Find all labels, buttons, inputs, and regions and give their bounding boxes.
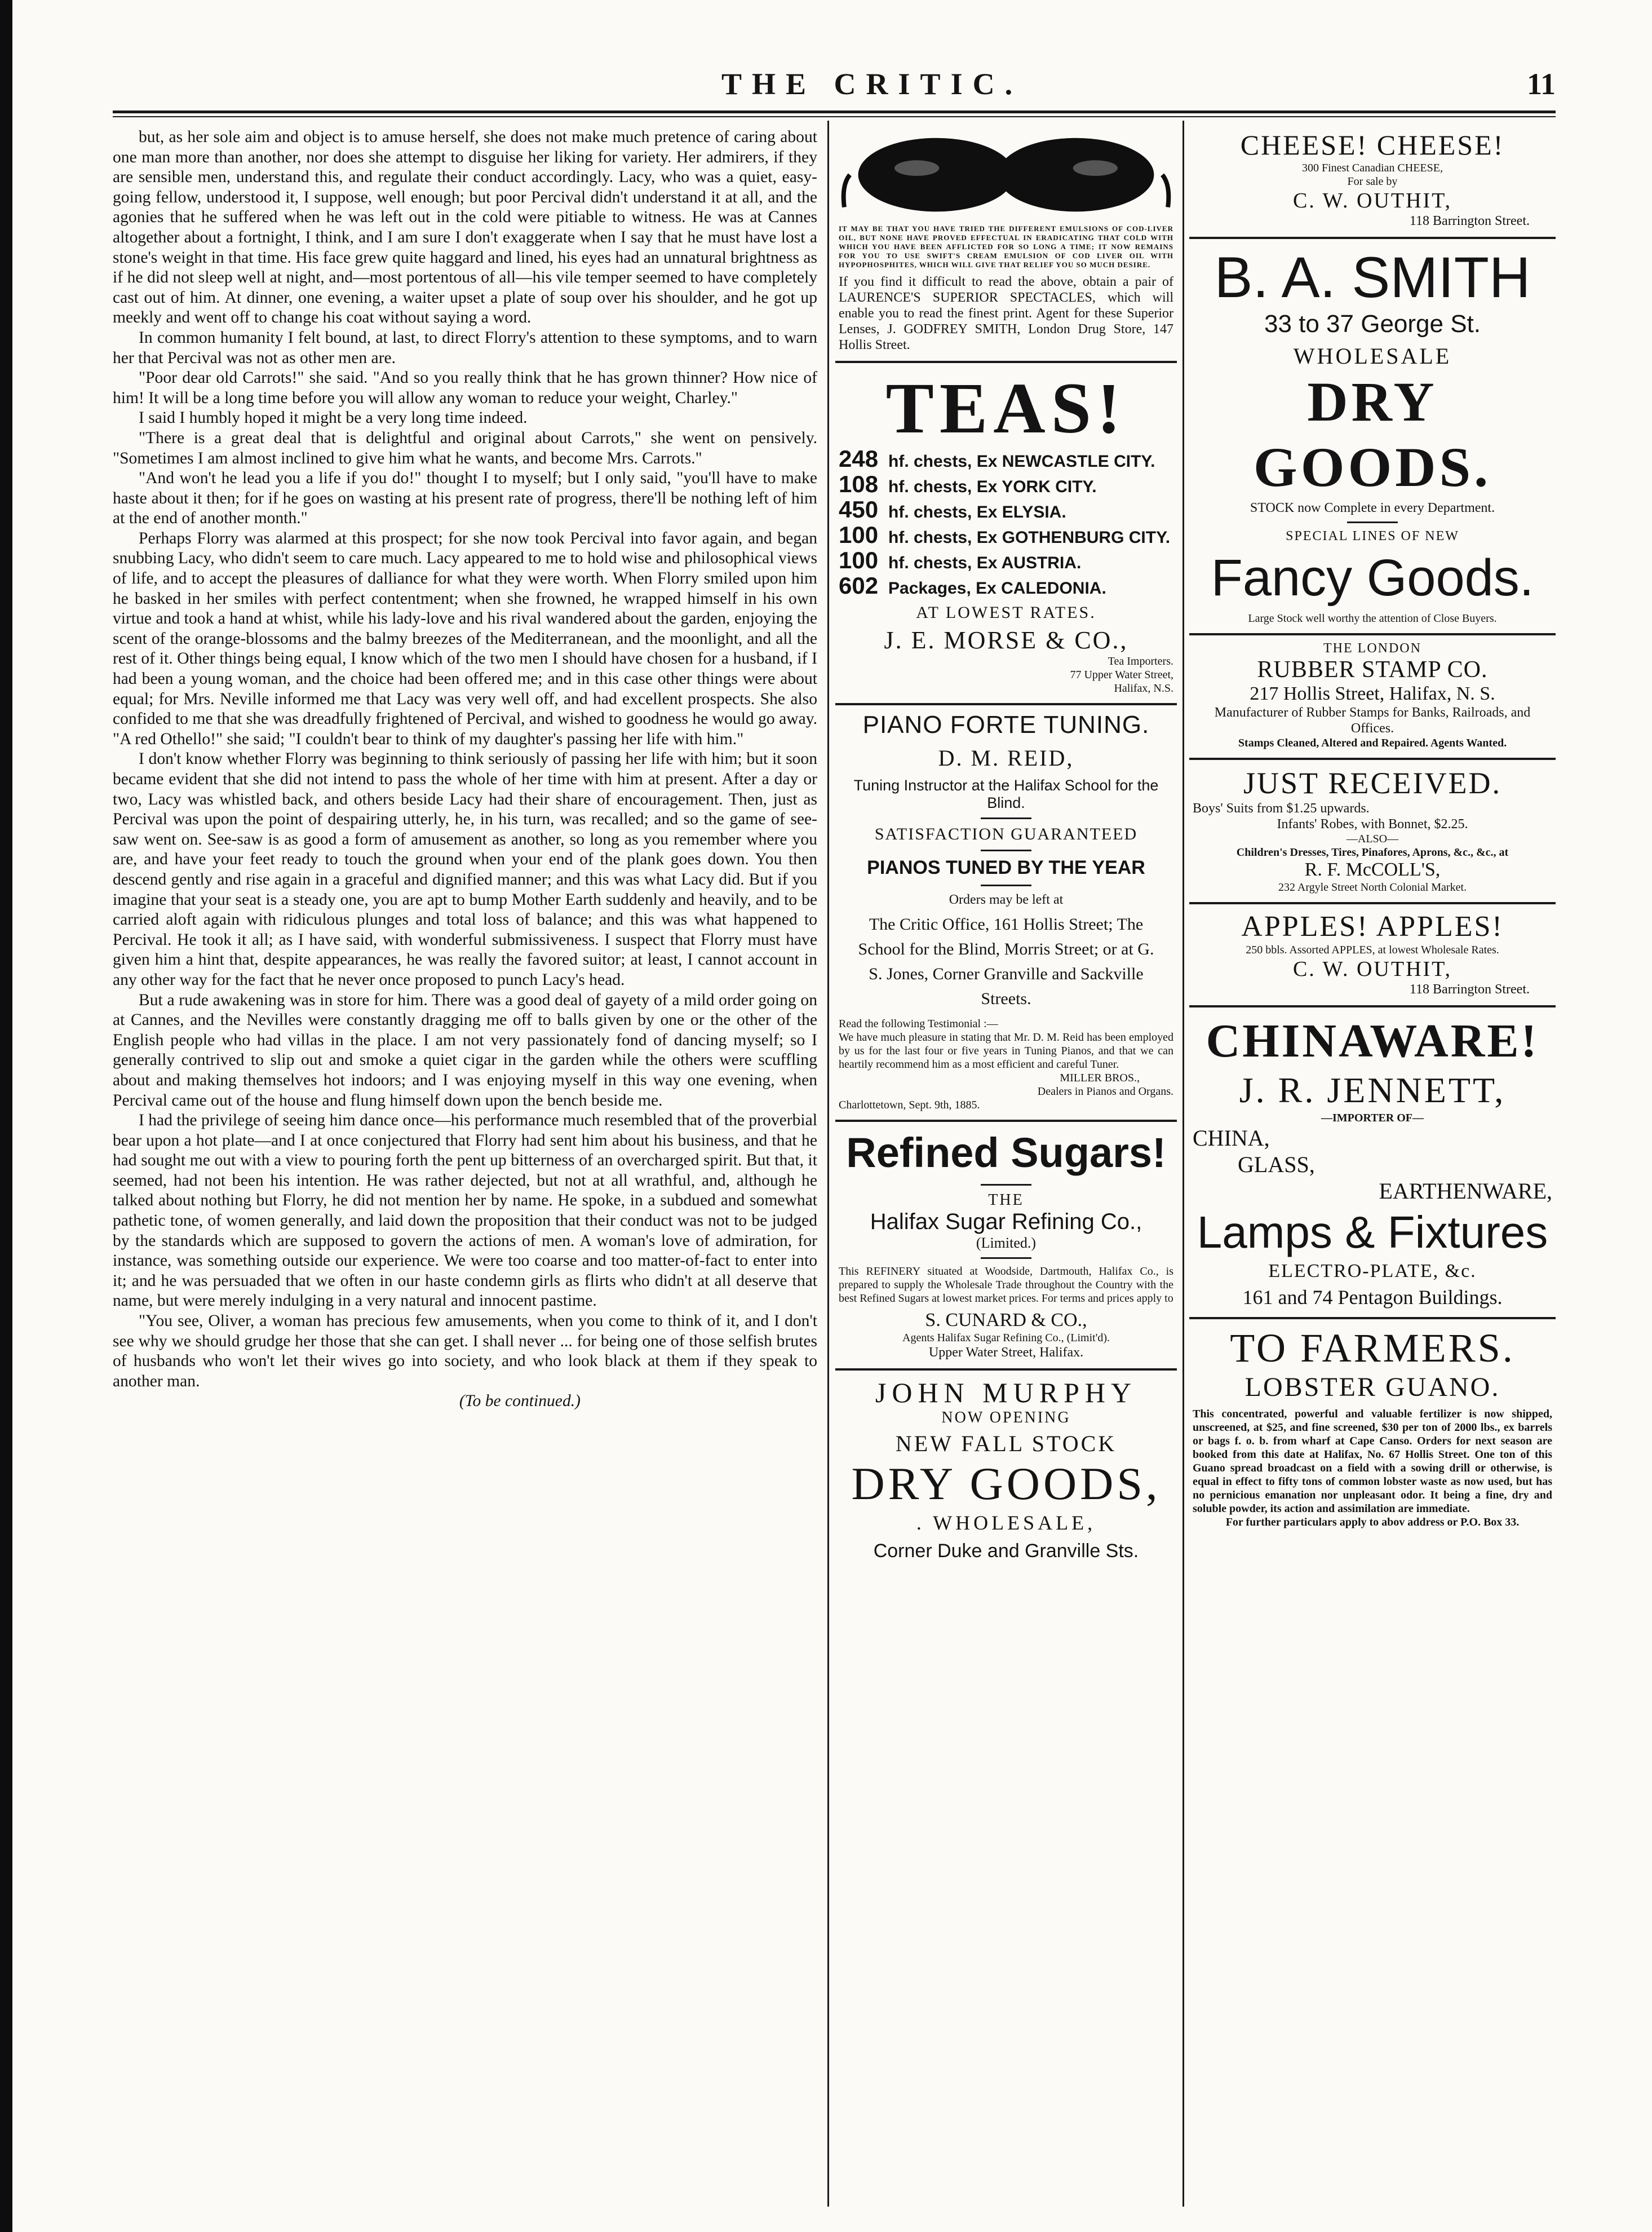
tea-qty: 450 <box>839 496 879 523</box>
cheese-name: C. W. OUTHIT, <box>1292 189 1452 213</box>
murphy-ad <box>835 1371 1177 1570</box>
rubber-address: 217 Hollis Street, Halifax, N. S. <box>1250 683 1495 704</box>
teas-sub: Tea Importers. <box>1108 655 1173 668</box>
received-name: R. F. McCOLL'S, <box>1304 859 1441 880</box>
sugars-limited: (Limited.) <box>976 1235 1037 1251</box>
farmers-sub: LOBSTER GUANO. <box>1244 1372 1500 1402</box>
cheese-sale: For sale by <box>1347 175 1398 188</box>
murphy-wholesale: . WHOLESALE, <box>916 1511 1096 1534</box>
just-received-ad <box>1189 760 1556 904</box>
piano-orders: Orders may be left at <box>949 892 1064 907</box>
tea-line <box>839 498 1173 524</box>
divider <box>1347 521 1398 523</box>
sugars-company: Halifax Sugar Refining Co., <box>870 1209 1142 1234</box>
apples-name: C. W. OUTHIT, <box>1292 957 1452 981</box>
smith-special: SPECIAL LINES OF NEW <box>1286 529 1459 543</box>
tea-line <box>839 473 1173 498</box>
header-rule-bottom <box>113 116 1556 117</box>
murphy-name: JOHN MURPHY <box>875 1377 1137 1408</box>
piano-testimonial: We have much pleasure in stating that Mr. D. M. Reid has been employed by us for the last four or five years in Tuning Pianos, and that we can heartily recommend him as a most efficient and careful Tuner. <box>839 1031 1173 1071</box>
murphy-stock: NEW FALL STOCK <box>895 1431 1117 1456</box>
apples-ad <box>1189 904 1556 1007</box>
divider <box>981 1184 1031 1186</box>
story-paragraph: "You see, Oliver, a woman has precious few amusements, when you come to think of it, and I don't see why we should grudge her those that she can get. I shall never ... for being one of those selfish brutes of husbands who won't let their wives go into society, and who look black at them if they speak to another man. <box>113 1312 817 1390</box>
murphy-corner: Corner Duke and Granville Sts. <box>873 1540 1139 1562</box>
sugars-title: Refined Sugars! <box>846 1129 1166 1176</box>
received-line: Children's Dresses, Tires, Pinafores, Aprons, &c., &c., at <box>1236 846 1509 859</box>
smith-name: B. A. SMITH <box>1214 245 1531 310</box>
tea-line <box>839 574 1173 600</box>
tea-qty: 602 <box>839 572 879 599</box>
jennett-name: J. R. JENNETT, <box>1239 1070 1506 1110</box>
tea-qty: 100 <box>839 521 879 548</box>
farmers-title: TO FARMERS. <box>1230 1325 1515 1371</box>
piano-yearly: PIANOS TUNED BY THE YEAR <box>867 857 1145 878</box>
teas-sub: Halifax, N.S. <box>1114 682 1173 695</box>
piano-testimonial-head: Read the following Testimonial :— <box>839 1018 998 1030</box>
header-rule-top <box>113 111 1556 113</box>
smith-fancy: Fancy Goods. <box>1211 549 1534 607</box>
right-ad-column <box>1189 123 1556 2209</box>
sugars-address: Upper Water Street, Halifax. <box>928 1345 1084 1360</box>
rubber-stamp-ad <box>1189 635 1556 760</box>
apples-address: 118 Barrington Street. <box>1409 982 1530 997</box>
jennett-glass: GLASS, <box>1238 1152 1315 1177</box>
column-rule-1 <box>827 121 829 2207</box>
page-binding-edge <box>0 0 12 2232</box>
middle-ad-column <box>835 123 1177 2209</box>
teas-rates: AT LOWEST RATES. <box>916 603 1096 622</box>
rubber-note: Stamps Cleaned, Altered and Repaired. Agents Wanted. <box>1238 737 1507 749</box>
murphy-goods: DRY GOODS, <box>851 1458 1161 1509</box>
rubber-the: THE LONDON <box>1323 641 1421 656</box>
page-header <box>113 67 1556 112</box>
smith-stock: STOCK now Complete in every Department. <box>1250 501 1495 515</box>
received-line: Boys' Suits from $1.25 upwards. <box>1193 801 1370 816</box>
sugars-agent-sub: Agents Halifax Sugar Refining Co., (Limit'd). <box>902 1332 1110 1344</box>
smith-ad <box>1189 239 1556 635</box>
teas-ad <box>835 363 1177 705</box>
sugars-the: THE <box>988 1191 1024 1209</box>
smith-large: Large Stock well worthy the attention of Close Buyers. <box>1248 612 1497 625</box>
tea-line <box>839 521 1173 549</box>
jennett-earthenware: EARTHENWARE, <box>1379 1178 1552 1204</box>
rubber-mfr: Manufacturer of Rubber Stamps for Banks, Railroads, and Offices. <box>1214 705 1531 736</box>
spectacles-fine-print: IT MAY BE THAT YOU HAVE TRIED THE DIFFERENT EMULSIONS OF COD-LIVER OIL, BUT NONE HAVE PROVED EFFECTUAL IN ERADICATING THAT COLD WITH WHICH YOU HAVE BEEN AFFLICTED FOR SO LONG A TIME; IT NOW REMAINS FOR YOU TO USE SWIFT'S CREAM EMULSION OF COD LIVER OIL WITH HYPOPHOSPHITES, WHICH WILL GIVE THAT RELIEF YOU SO MUCH DESIRE. <box>839 224 1173 269</box>
jennett-china: CHINA, <box>1193 1125 1270 1151</box>
piano-ad <box>835 705 1177 1122</box>
column-rule-2 <box>1182 121 1184 2207</box>
piano-title: PIANO FORTE TUNING. <box>862 711 1150 739</box>
tea-qty: 108 <box>839 471 879 497</box>
story-paragraph: I don't know whether Florry was beginning to think seriously of passing her life with him; but it soon became evident that she did not intend to pass the whole of her time with him at present. After a day or two, Lacy was whistled back, and others beside Lacy had their share of encouragement. Then, just as Percival was upon the point of despairing utterly, he, in his turn, was recalled; and so the game of see-saw went on. See-saw is as good a form of amusement as another, so long as you remember where you are, and have your feet ready to touch the ground when your end of the plank goes down. You then descend gently and rise again in a graceful and dignified manner; and this was what Lacy did. But if you imagine that your seat is a steady one, you are apt to bump Mother Earth suddenly and heavily, and to be carried aloft again with ridiculous plunges and total loss of balance; and this was what happened to Percival. He took it all; as I have said, with wonderful submissiveness. I suspect that Florry must have given him a hint that, despite appearances, he was really the favored suitor; at least, I cannot account in any other way for the fact that he never once proposed to punch Lacy's head. <box>113 750 817 989</box>
teas-sub: 77 Upper Water Street, <box>1070 669 1173 681</box>
farmers-body: This concentrated, powerful and valuable fertilizer is now shipped, unscreened, at $25, and fine screened, $30 per ton of 2000 lbs., ex barrels or bags f. o. b. from wharf at Cape Canso. Orders for next season are booked from this date at Halifax, No. 67 Hollis Street. One ton of this Guano spread broadcast on a field with a sowing drill or otherwise, is equal in effect to fifty tons of common lobster waste as now used, but has no pernicious emanation nor unpleasant odor. It being a fine, dry and soluble powder, its action and assimilation are immediate. <box>1193 1408 1552 1515</box>
murphy-opening: NOW OPENING <box>941 1409 1071 1426</box>
divider <box>981 885 1031 886</box>
piano-places: The Critic Office, 161 Hollis Street; The School for the Blind, Morris Street; or at G. S. Jones, Corner Granville and Sackville Streets. <box>858 915 1154 1008</box>
masthead: THE CRITIC. <box>721 67 1023 101</box>
piano-sign: MILLER BROS., <box>1060 1072 1140 1084</box>
apples-title: APPLES! APPLES! <box>1241 911 1504 943</box>
cheese-title: CHEESE! CHEESE! <box>1240 129 1505 161</box>
tea-line <box>839 549 1173 574</box>
tea-line <box>839 445 1173 473</box>
story-paragraph: "Poor dear old Carrots!" she said. "And so you really think that he has grown thinner? How nice of him! It will be a long time before you will allow any woman to reduce your weight, Charley." <box>113 369 817 407</box>
story-paragraph: I had the privilege of seeing him dance once—his performance much resembled that of the proverbial bear upon a hot plate—and I at once conjectured that Florry had sent him about his business, and that he had sought me out with a view to pouring forth the pent up bitterness of an overcharged spirit. But that, it seemed, had not been his intention. He was rather dejected, but not at all wrathful, and, although he talked about nothing but Florry, he did not mention her by name. He spoke, in a subdued and somewhat pathetic tone, of women generally, and laid down the proposition that their conduct was not to be judged by the standards which are supposed to govern the actions of men. A woman's love of admiration, for instance, was something outside our experience. We were too coarse and too matter-of-fact to enter into it; and he was persuaded that we often in our haste condemn girls as flirts who didn't at all deserve that name, but were merely indulging in a very natural and innocent pastime. <box>113 1111 817 1310</box>
piano-instructor: Tuning Instructor at the Halifax School for the Blind. <box>853 777 1159 811</box>
spectacles-body: If you find it difficult to read the above, obtain a pair of LAURENCE'S SUPERIOR SPECTACLES, which will enable you to read the finest print. Agent for these Superior Lenses, J. GODFREY SMITH, London Drug Store, 147 Hollis Street. <box>839 275 1173 352</box>
spectacles-ad <box>835 123 1177 363</box>
serial-story-column <box>113 127 817 2219</box>
tea-qty: 248 <box>839 445 879 472</box>
farmers-further: For further particulars apply to abov address or P.O. Box 33. <box>1225 1516 1520 1528</box>
cheese-ad <box>1189 123 1556 239</box>
page-number: 11 <box>1526 67 1556 101</box>
divider <box>981 817 1031 819</box>
jennett-importer: —IMPORTER OF— <box>1321 1112 1424 1124</box>
piano-satisfaction: SATISFACTION GUARANTEED <box>874 825 1138 843</box>
sugars-body: This REFINERY situated at Woodside, Dartmouth, Halifax Co., is prepared to supply the Wholesale Trade throughout the Country with the best Refined Sugars at lowest market prices. For terms and prices apply to <box>839 1265 1173 1305</box>
story-paragraph: But a rude awakening was in store for him. There was a good deal of gayety of a mild order going on at Cannes, and the Nevilles were constantly dragging me off to balls given by one or the other of the English people who had villas in the place. I am not very passionately fond of dancing myself; so I generally contrived to slip out and smoke a quiet cigar in the garden while the others were scuffling about and making themselves hot indoors; and I was enjoying myself in this way one evening, when Percival came out of the house and flung himself down upon the bench beside me. <box>113 991 817 1110</box>
jennett-address: 161 and 74 Pentagon Buildings. <box>1242 1286 1503 1309</box>
to-be-continued: (To be continued.) <box>459 1392 581 1411</box>
story-paragraph: I said I humbly hoped it might be a very long time indeed. <box>139 409 528 427</box>
teas-firm: J. E. MORSE & CO., <box>884 626 1128 654</box>
chinaware-ad <box>1189 1007 1556 1319</box>
tea-desc: hf. chests, Ex GOTHENBURG CITY. <box>888 528 1171 547</box>
smith-address: 33 to 37 George St. <box>1264 310 1481 338</box>
tea-desc: hf. chests, Ex NEWCASTLE CITY. <box>888 452 1155 471</box>
smith-dry-goods: DRY GOODS. <box>1253 370 1492 498</box>
divider <box>981 1257 1031 1259</box>
cheese-address: 118 Barrington Street. <box>1409 214 1530 228</box>
jennett-lamps: Lamps & Fixtures <box>1197 1207 1548 1257</box>
story-paragraph: but, as her sole aim and object is to amuse herself, she does not make much pretence of caring about one man more than another, nor does she attempt to disguise her liking for variety. Her admirers, if they are sensible men, understand this, and regulate their conduct accordingly. Lacy, who was a quiet, easy-going fellow, understood it, I suppose, well enough; but poor Percival didn't understand it at all, and the agonies that he suffered when he was left out in the cold were pitiable to witness. He was at Cannes altogether about a fortnight, I think, and I am sure I don't exaggerate when I say that he must have lost a stone's weight in that time. His face grew quite haggard and lined, his eyes had an unnatural brightness as if he did not sleep well at night, and—most portentous of all—his vile temper seemed to have completely cast out of him. At dinner, one evening, a waiter upset a plate of soup over his shoulder, and he got up meekly and went off to change his coat without saying a word. <box>113 128 817 327</box>
sugars-ad <box>835 1122 1177 1371</box>
tea-desc: hf. chests, Ex ELYSIA. <box>888 503 1066 521</box>
rubber-title: RUBBER STAMP CO. <box>1257 657 1488 683</box>
received-also: —ALSO— <box>1346 833 1399 845</box>
tea-qty: 100 <box>839 547 879 573</box>
cheese-line: 300 Finest Canadian CHEESE, <box>1302 162 1443 174</box>
story-paragraph: "And won't he lead you a life if you do!" thought I to myself; but I only said, "you'll have to make haste about it then; for if he goes on wasting at his present rate of progress, there'll be nothing left of him at the end of another month." <box>113 469 817 528</box>
chinaware-title: CHINAWARE! <box>1206 1015 1539 1067</box>
piano-name: D. M. REID, <box>938 745 1074 771</box>
story-paragraph: Perhaps Florry was alarmed at this prospect; for she now took Percival into favor again, and began snubbing Lacy, who didn't seem to care much. Lacy appeared to me to hold wise and philosophical views of life, and to accept the pleasures of dalliance for what they were worth. When Florry smiled upon him he basked in her smiles with perfect contentment; when she frowned, he wrapped himself in his own virtue and took a hand at whist, while his lady-love and his rival wandered about the garden, enjoying the scent of the orange-blossoms and the balmy breezes of the Mediterranean, and the moonlight, and all the rest of it. Other things being equal, I know which of the two men I should have chosen for a husband, if I had been a young woman, and the choice had been offered me; and in this case other things were about equal; for Mrs. Neville informed me that Lacy was very well off, and had excellent prospects. She also confided to me that she was dreadfully frightened of Percival, and wished to goodness he would go away. "A red Othello!" she said; "I couldn't bear to think of my daughter's passing her life with him." <box>113 529 817 748</box>
story-paragraph: "There is a great deal that is delightful and original about Carrots," she went on pensively. "Sometimes I am almost inclined to give him what he wants, and become Mrs. Carrots." <box>113 428 817 467</box>
tea-desc: Packages, Ex CALEDONIA. <box>888 579 1106 598</box>
teas-title: TEAS! <box>885 368 1127 448</box>
jennett-electro: ELECTRO-PLATE, &c. <box>1268 1261 1477 1281</box>
spectacles-illustration <box>839 129 1173 224</box>
story-paragraph: In common humanity I felt bound, at last, to direct Florry's attention to these symptoms, and to warn her that Percival was not as other men are. <box>113 328 817 367</box>
farmers-ad <box>1189 1319 1556 1537</box>
piano-sign: Charlottetown, Sept. 9th, 1885. <box>839 1099 980 1111</box>
received-line: Infants' Robes, with Bonnet, $2.25. <box>1277 817 1468 832</box>
smith-wholesale: WHOLESALE <box>1293 343 1452 369</box>
tea-desc: hf. chests, Ex YORK CITY. <box>888 478 1097 496</box>
received-title: JUST RECEIVED. <box>1243 766 1502 800</box>
divider <box>981 850 1031 851</box>
sugars-agent: S. CUNARD & CO., <box>925 1310 1087 1331</box>
tea-desc: hf. chests, Ex AUSTRIA. <box>888 554 1082 572</box>
apples-line: 250 bbls. Assorted APPLES, at lowest Wholesale Rates. <box>1246 944 1499 956</box>
received-address: 232 Argyle Street North Colonial Market. <box>1278 881 1467 894</box>
piano-sign: Dealers in Pianos and Organs. <box>1037 1085 1173 1098</box>
